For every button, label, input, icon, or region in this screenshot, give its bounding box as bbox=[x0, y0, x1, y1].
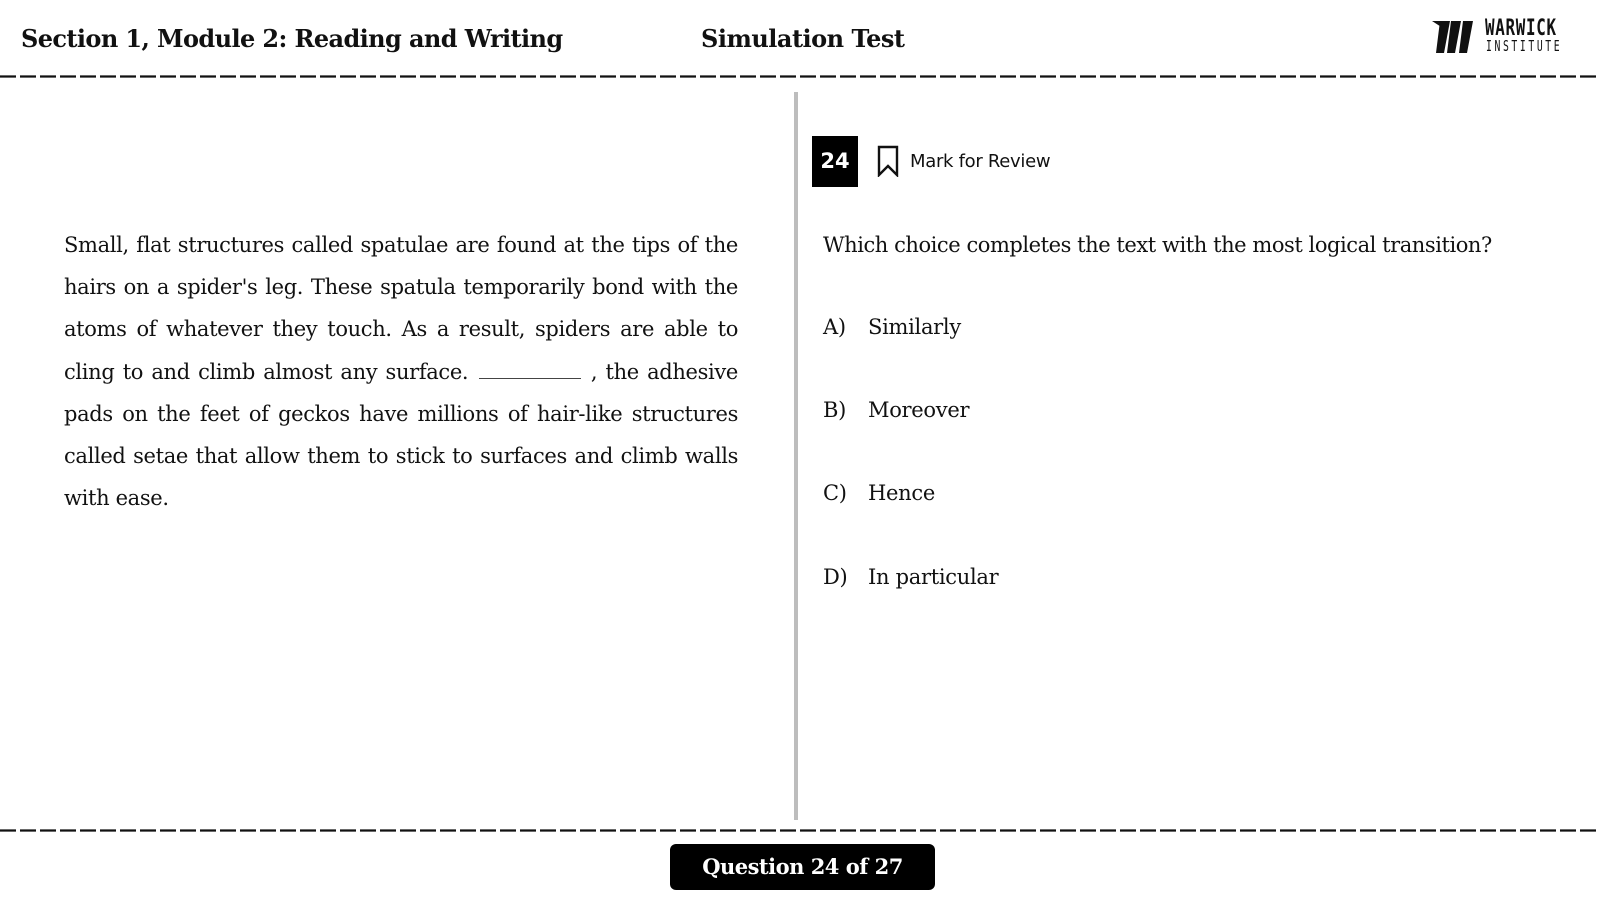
choice-b-letter: B) bbox=[823, 398, 847, 422]
passage-text bbox=[64, 224, 738, 519]
pane-divider[interactable] bbox=[794, 92, 798, 820]
test-title: Simulation Test bbox=[701, 24, 905, 53]
warwick-logo bbox=[1432, 17, 1577, 57]
mark-for-review-label: Mark for Review bbox=[910, 150, 1051, 172]
choice-c-text: Hence bbox=[868, 481, 935, 505]
question-navigator-button[interactable]: Question 24 of 27 bbox=[670, 844, 935, 890]
bookmark-icon bbox=[875, 145, 901, 177]
question-header bbox=[812, 136, 1582, 188]
choice-c[interactable] bbox=[823, 472, 935, 514]
warwick-logo-icon bbox=[1432, 19, 1478, 55]
passage-blank bbox=[479, 361, 581, 379]
header-bar bbox=[0, 0, 1600, 78]
section-title: Section 1, Module 2: Reading and Writing bbox=[21, 24, 563, 53]
mark-for-review-button[interactable] bbox=[875, 144, 1050, 178]
question-header-divider bbox=[860, 183, 1582, 186]
header-divider bbox=[0, 75, 1600, 78]
question-number-badge: 24 bbox=[812, 136, 858, 187]
question-prompt: Which choice completes the text with the most logical transition? bbox=[823, 233, 1492, 257]
footer-divider bbox=[0, 829, 1600, 832]
choice-b[interactable] bbox=[823, 389, 969, 431]
logo-subtitle: INSTITUTE bbox=[1486, 37, 1563, 55]
choice-d-letter: D) bbox=[823, 565, 848, 589]
passage-after-blank: , the adhesive pads on the feet of geckos have millions of hair-like structures called setae that allow them to stick to surfaces and climb walls with ease. bbox=[64, 359, 739, 511]
choice-d[interactable] bbox=[823, 556, 998, 598]
choice-b-text: Moreover bbox=[868, 398, 970, 422]
choice-c-letter: C) bbox=[823, 481, 847, 505]
choice-a-letter: A) bbox=[823, 315, 846, 339]
choice-a[interactable] bbox=[823, 306, 961, 348]
choice-d-text: In particular bbox=[868, 565, 999, 589]
choice-a-text: Similarly bbox=[868, 315, 961, 339]
passage-before-blank: Small, flat structures called spatulae are found at the tips of the hairs on a spider's leg. These spatula temporarily bond with the atoms of whatever they touch. As a result, spiders are able to cling to and climb almost any surface. bbox=[64, 233, 738, 384]
logo-wordmark: WARWICK bbox=[1485, 16, 1557, 41]
